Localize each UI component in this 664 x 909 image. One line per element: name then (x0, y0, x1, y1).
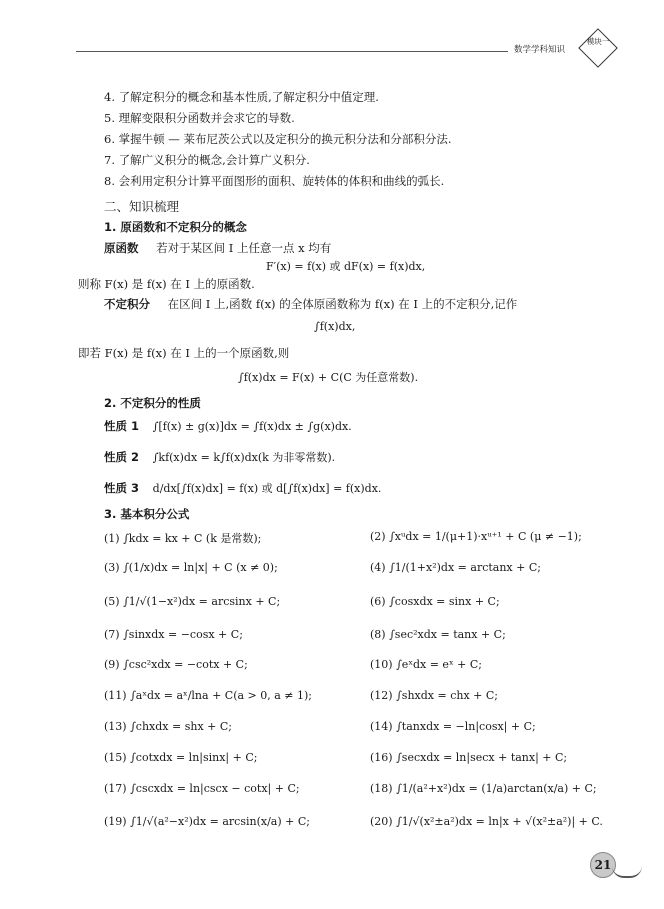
property-label: 性质 3 (104, 481, 140, 495)
objective-item: 6. 掌握牛顿 — 莱布尼茨公式以及定积分的换元积分法和分部积分法. (104, 132, 452, 146)
indefinite-definition (104, 296, 517, 312)
property-label: 性质 2 (104, 450, 140, 464)
integral-formula: (13) ∫chxdx = shx + C; (104, 720, 232, 733)
subsection-title: 2. 不定积分的性质 (104, 396, 201, 410)
primitive-definition (104, 240, 331, 256)
term-primitive: 原函数 (104, 241, 139, 255)
integral-formula: (2) ∫xᵘdx = 1/(μ+1)·xᵘ⁺¹ + C (μ ≠ −1); (370, 530, 582, 543)
integral-formula: (3) ∫(1/x)dx = ln|x| + C (x ≠ 0); (104, 561, 278, 574)
term-indefinite: 不定积分 (104, 297, 150, 311)
objective-item: 4. 了解定积分的概念和基本性质,了解定积分中值定理. (104, 90, 379, 104)
primitive-text: 若对于某区间 I 上任意一点 x 均有 (156, 241, 332, 255)
subsection-title: 1. 原函数和不定积分的概念 (104, 220, 247, 234)
integral-formula: (5) ∫1/√(1−x²)dx = arcsinx + C; (104, 595, 281, 608)
integral-formula: (14) ∫tanxdx = −ln|cosx| + C; (370, 720, 536, 733)
indefinite-tail: 即若 F(x) 是 f(x) 在 I 上的一个原函数,则 (78, 346, 290, 360)
subsection-title: 3. 基本积分公式 (104, 507, 190, 521)
integral-formula: (17) ∫cscxdx = ln|cscx − cotx| + C; (104, 782, 300, 795)
property-formula: d/dx[∫f(x)dx] = f(x) 或 d[∫f(x)dx] = f(x)dx. (152, 482, 382, 495)
integral-formula: (6) ∫cosxdx = sinx + C; (370, 595, 500, 608)
property-row (104, 418, 352, 434)
header-title: 数学学科知识 (514, 45, 566, 55)
property-formula: ∫kf(x)dx = k∫f(x)dx(k 为非零常数). (152, 451, 336, 464)
integral-formula: (11) ∫aˣdx = aˣ/lna + C(a > 0, a ≠ 1); (104, 689, 313, 702)
property-formula: ∫[f(x) ± g(x)]dx = ∫f(x)dx ± ∫g(x)dx. (152, 420, 352, 433)
header-rule (76, 51, 508, 52)
integral-formula: (18) ∫1/(a²+x²)dx = (1/a)arctan(x/a) + C; (370, 782, 597, 795)
property-row (104, 449, 335, 465)
module-badge: 模块一 (586, 37, 610, 46)
primitive-formula: F′(x) = f(x) 或 dF(x) = f(x)dx, (266, 260, 426, 273)
integral-formula: (1) ∫kdx = kx + C (k 是常数); (104, 532, 262, 545)
integral-formula: (15) ∫cotxdx = ln|sinx| + C; (104, 751, 258, 764)
page-ornament (612, 866, 642, 878)
objective-item: 7. 了解广义积分的概念,会计算广义积分. (104, 153, 310, 167)
module-badge-frame (578, 28, 618, 68)
integral-formula: (20) ∫1/√(x²±a²)dx = ln|x + √(x²±a²)| + C. (370, 815, 603, 828)
integral-formula: (7) ∫sinxdx = −cosx + C; (104, 628, 243, 641)
property-row (104, 480, 381, 496)
property-label: 性质 1 (104, 419, 140, 433)
section-title: 二、知识梳理 (104, 199, 180, 214)
primitive-tail: 则称 F(x) 是 f(x) 在 I 上的原函数. (78, 277, 255, 291)
integral-formula: (10) ∫eˣdx = eˣ + C; (370, 658, 482, 671)
integral-formula: (8) ∫sec²xdx = tanx + C; (370, 628, 506, 641)
integral-formula: (4) ∫1/(1+x²)dx = arctanx + C; (370, 561, 541, 574)
objective-item: 5. 理解变限积分函数并会求它的导数. (104, 111, 295, 125)
integral-formula: (19) ∫1/√(a²−x²)dx = arcsin(x/a) + C; (104, 815, 310, 828)
integral-formula: (16) ∫secxdx = ln|secx + tanx| + C; (370, 751, 568, 764)
indefinite-text: 在区间 I 上,函数 f(x) 的全体原函数称为 f(x) 在 I 上的不定积分,记作 (167, 297, 518, 311)
indefinite-formula-2: ∫f(x)dx = F(x) + C(C 为任意常数). (238, 371, 419, 384)
indefinite-formula: ∫f(x)dx, (314, 320, 356, 333)
objective-item: 8. 会利用定积分计算平面图形的面积、旋转体的体积和曲线的弧长. (104, 174, 445, 188)
page-number: 21 (590, 852, 616, 878)
integral-formula: (12) ∫shxdx = chx + C; (370, 689, 498, 702)
integral-formula: (9) ∫csc²xdx = −cotx + C; (104, 658, 248, 671)
